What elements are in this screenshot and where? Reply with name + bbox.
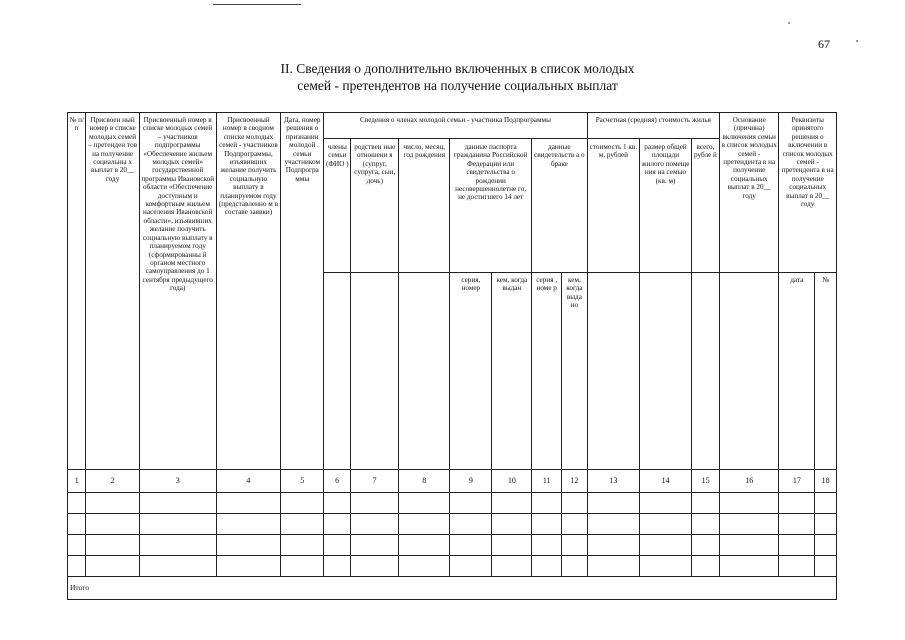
header-col-7: родствен ные отношени я (супруг, супруга, сын, дочь) (351, 139, 399, 273)
column-number: 2 (86, 470, 139, 493)
column-number: 5 (281, 470, 324, 493)
header-col-3: Присвоенный номер в списке молодых семей – участников подпрограммы «Обеспечение жильем молодых семей» государственной программы Ивановской области «Обеспечение доступным и комфортным жильем населения Ивановской области», изъявивших желание получить социальную выплату в планируемом году (сформированны й органом местного самоуправления до 1 сентября предыдущего года) (139, 113, 216, 470)
header-cell-empty (350, 273, 398, 470)
header-col-8: число, месяц, год рождения (399, 139, 450, 273)
header-col-12: кем, когда выда но (562, 273, 588, 470)
header-marriage: данные свидетельств а о браке (534, 143, 585, 168)
table-row (68, 535, 837, 556)
header-group-requisites: Реквизиты принятого решения о включении в список молодых семей - претендента в на получение социальных выплат в 20__ году (779, 113, 837, 273)
column-number: 14 (639, 470, 691, 493)
header-row-1 (68, 113, 837, 273)
total-label: Итого (68, 577, 837, 600)
header-cell-empty (639, 273, 691, 470)
page-number: 67 (818, 37, 830, 51)
header-col-11: серия , номе р (532, 273, 562, 470)
scan-speck (788, 22, 790, 24)
column-number-row (68, 470, 837, 493)
table-row (68, 556, 837, 577)
column-number: 6 (324, 470, 351, 493)
title-line-1: II. Сведения о дополнительно включенных в список молодых (280, 61, 635, 76)
header-col-17: дата (779, 273, 815, 470)
header-passport: данные паспорта гражданина Российской Федерации или свидетельства о рождении несовершеннолетне го, не достигшего 14 лет (450, 139, 532, 273)
column-number: 12 (562, 470, 588, 493)
column-number: 13 (587, 470, 639, 493)
header-cell-empty (324, 273, 351, 470)
header-col-5: Дата, номер решения о признании молодой семьи участником Подпрогра ммы (281, 113, 324, 470)
header-col-6: члены семьи (ФИО ) (324, 139, 351, 273)
header-col-15: всего, рубле й (694, 143, 717, 160)
header-col-14: размер общей площади жилого помеще ния на семью (кв. м) (640, 139, 692, 273)
applicants-table (67, 112, 837, 600)
header-col-13: стоимость 1 кв. м, рублей (588, 139, 640, 273)
header-col-18: № (815, 273, 837, 470)
column-number: 15 (692, 470, 720, 493)
column-number: 17 (779, 470, 815, 493)
header-col-10: кем, когда выдан (492, 273, 532, 470)
table-row (68, 493, 837, 514)
column-number: 1 (68, 470, 86, 493)
cost-subheader (588, 113, 719, 272)
header-members-title: Сведения о членах молодой семьи - участника Подпрограммы (324, 113, 586, 139)
header-col-16: Основание (причина) включения семьи в список молодых семей - претендента в на получение социальных выплат в 20__ году (719, 113, 778, 273)
header-cost-title: Расчетная (средняя) стоимость жилья (588, 113, 719, 139)
column-number: 9 (450, 470, 492, 493)
table-row (68, 514, 837, 535)
top-rule (213, 4, 301, 5)
column-number: 10 (492, 470, 532, 493)
column-number: 4 (216, 470, 281, 493)
column-number: 18 (815, 470, 837, 493)
header-group-cost (587, 113, 719, 273)
header-col-4: Присвоенный номер в сводном списке молодых семей - участников Подпрограммы, изъявивших желание получить социальную выплату в планируемом году (представленно м в составе заявки) (216, 113, 281, 470)
header-col-1: № п/п (68, 113, 86, 470)
header-cell-empty (399, 273, 450, 470)
scan-speck (856, 40, 858, 42)
header-group-family-members (324, 113, 587, 273)
column-number: 16 (719, 470, 778, 493)
header-col-2: Присвоен ный номер в списке молодых семей – претенден тов на получение социальны х выплат в 20__ году (86, 113, 139, 470)
family-members-subheader (324, 113, 586, 272)
total-row (68, 577, 837, 600)
column-number: 3 (139, 470, 216, 493)
header-col-9: серия, номер (450, 273, 492, 470)
column-number: 7 (350, 470, 398, 493)
section-title (200, 60, 715, 94)
header-cell-empty (719, 273, 778, 470)
header-cell-empty (692, 273, 720, 470)
column-number: 8 (399, 470, 450, 493)
column-number: 11 (532, 470, 562, 493)
title-line-2: семей - претендентов на получение социальных выплат (297, 78, 618, 93)
header-cell-empty (587, 273, 639, 470)
